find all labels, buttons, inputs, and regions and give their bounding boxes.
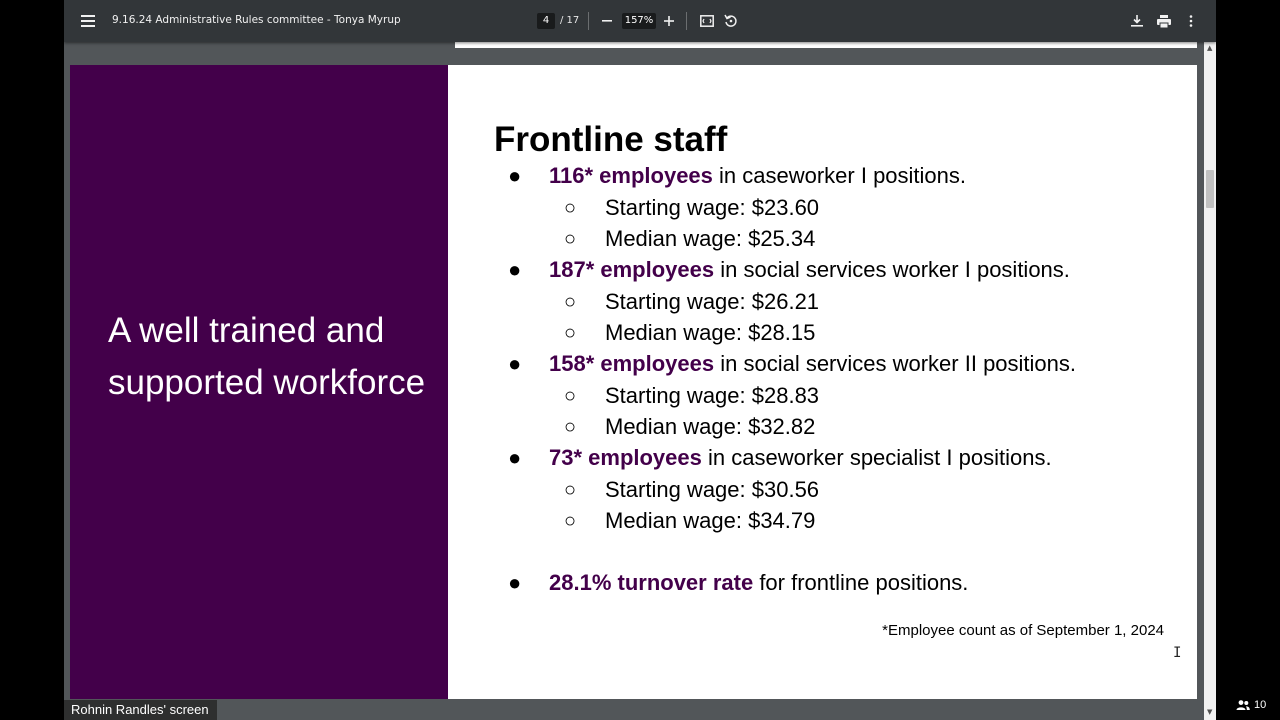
menu-button[interactable] — [78, 10, 98, 32]
more-vertical-icon — [1189, 15, 1193, 27]
scroll-up-arrow-icon[interactable]: ▲ — [1207, 44, 1213, 52]
printer-icon — [1157, 15, 1171, 28]
rotate-icon — [724, 14, 738, 28]
bullet-circle: ○ — [564, 197, 577, 219]
zoom-level-input[interactable]: 157% — [622, 13, 656, 29]
download-icon — [1131, 15, 1143, 27]
zoom-in-button[interactable] — [661, 12, 677, 30]
median-wage: Median wage: $32.82 — [605, 414, 816, 439]
median-wage: Median wage: $28.15 — [605, 320, 816, 345]
bullet-disc: ● — [508, 257, 522, 282]
starting-wage: Starting wage: $28.83 — [605, 383, 820, 408]
turnover-rate: 28.1% turnover rate — [549, 570, 754, 595]
meeting-background-left — [0, 0, 64, 720]
rotate-button[interactable] — [722, 12, 740, 30]
starting-wage: Starting wage: $23.60 — [605, 195, 820, 220]
presenter-screen-label: Rohnin Randles' screen — [64, 700, 217, 720]
download-button[interactable] — [1128, 12, 1146, 30]
page-number-input[interactable]: 4 — [537, 13, 555, 29]
starting-wage: Starting wage: $26.21 — [605, 289, 820, 314]
bullet-circle: ○ — [564, 322, 577, 344]
hamburger-menu-icon — [81, 15, 95, 27]
employee-count-item — [549, 444, 1052, 472]
bullet-circle: ○ — [564, 479, 577, 501]
page-total: / 17 — [560, 15, 580, 26]
slide-title: Frontline staff — [494, 120, 728, 159]
people-icon — [1236, 700, 1250, 710]
position-text: in caseworker I positions. — [712, 163, 967, 188]
bullet-disc: ● — [508, 351, 522, 376]
pdf-toolbar — [64, 0, 1216, 42]
employee-count: 187* employees — [549, 257, 715, 282]
pdf-page — [70, 65, 1197, 699]
starting-wage: Starting wage: $30.56 — [605, 477, 820, 502]
bullet-disc: ● — [508, 445, 522, 470]
bullet-disc: ● — [508, 163, 522, 188]
minus-icon — [602, 20, 612, 22]
slide-sidebar-heading: A well trained and supported workforce — [108, 311, 426, 402]
bullet-circle: ○ — [564, 385, 577, 407]
fit-page-icon — [700, 15, 714, 27]
vertical-scrollbar[interactable] — [1204, 42, 1216, 720]
turnover-text: for frontline positions. — [753, 570, 969, 595]
meeting-background-right — [1216, 0, 1280, 720]
employee-count: 116* employees — [549, 163, 713, 188]
toolbar-divider — [588, 12, 589, 30]
slide-sidebar-panel — [70, 65, 448, 699]
document-title: 9.16.24 Administrative Rules committee - Tonya Myrup — [112, 14, 401, 26]
plus-icon — [664, 16, 674, 26]
slide-content — [448, 65, 1197, 699]
print-button[interactable] — [1155, 12, 1173, 30]
pdf-viewer — [64, 0, 1216, 720]
zoom-out-button[interactable] — [599, 12, 615, 30]
text-cursor-icon: I — [1173, 645, 1182, 661]
footnote: *Employee count as of September 1, 2024 — [882, 622, 1164, 639]
employee-count: 73* employees — [549, 445, 702, 470]
participants-button[interactable] — [1236, 699, 1266, 711]
position-text: in social services worker II positions. — [714, 351, 1077, 376]
bullet-circle: ○ — [564, 291, 577, 313]
toolbar-divider — [686, 12, 687, 30]
median-wage: Median wage: $25.34 — [605, 226, 816, 251]
employee-count-item — [549, 162, 966, 190]
position-text: in social services worker I positions. — [714, 257, 1070, 282]
previous-page-edge — [455, 42, 1197, 48]
bullet-disc: ● — [508, 570, 522, 595]
participant-count: 10 — [1254, 699, 1267, 711]
bullet-circle: ○ — [564, 416, 577, 438]
scroll-down-arrow-icon[interactable]: ▼ — [1207, 708, 1213, 716]
employee-count: 158* employees — [549, 351, 715, 376]
bullet-circle: ○ — [564, 510, 577, 532]
position-text: in caseworker specialist I positions. — [701, 445, 1052, 470]
more-actions-button[interactable] — [1182, 12, 1200, 30]
scrollbar-thumb[interactable] — [1206, 170, 1214, 208]
bullet-circle: ○ — [564, 228, 577, 250]
employee-count-item — [549, 350, 1076, 378]
employee-count-item — [549, 256, 1070, 284]
turnover-item — [549, 569, 968, 597]
median-wage: Median wage: $34.79 — [605, 508, 816, 533]
fit-to-page-button[interactable] — [698, 12, 716, 30]
